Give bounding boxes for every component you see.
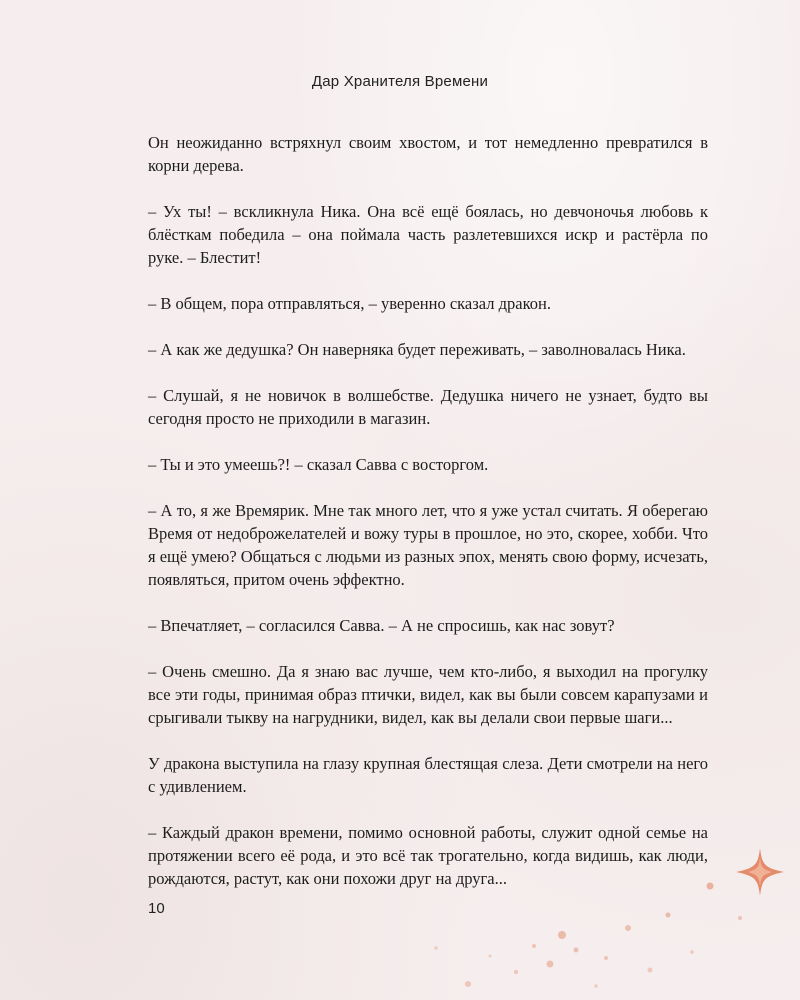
- paragraph: – Каждый дракон времени, помимо основной работы, служит одной семье на протяжении всего её рода, и это всё так трогательно, когда видишь, как люди, рождаются, растут, как они похожи друг на друга...: [148, 823, 708, 888]
- paragraph: – А то, я же Времярик. Мне так много лет, что я уже устал считать. Я оберегаю Время от недоброжелателей и вожу туры в прошлое, но это, скорее, хобби. Что я ещё умею? Общаться с людьми из разных эпох, менять свою форму, исчезать, появляться, притом очень эффектно.: [148, 501, 708, 589]
- paragraph: – Впечатляет, – согласился Савва. – А не спросишь, как нас зовут?: [148, 616, 615, 635]
- running-header: Дар Хранителя Времени: [311, 73, 489, 90]
- paragraph: – Слушай, я не новичок в волшебстве. Дедушка ничего не узнает, будто вы сегодня просто не приходили в магазин.: [148, 386, 708, 428]
- paragraph: – Очень смешно. Да я знаю вас лучше, чем кто-либо, я выходил на прогулку все эти годы, принимая образ птички, видел, как вы были совсем карапузами и срыгивали тыкву на нагрудники, видел, как вы делали свои первые шаги...: [148, 662, 708, 727]
- paragraph: – Ты и это умеешь?! – сказал Савва с восторгом.: [148, 455, 489, 474]
- scattered-dots-decoration: [420, 860, 800, 1000]
- paragraph: – В общем, пора отправляться, – уверенно сказал дракон.: [148, 294, 551, 313]
- paragraph: У дракона выступила на глазу крупная блестящая слеза. Дети смотрели на него с удивлением.: [148, 754, 708, 796]
- page-number: 10: [148, 900, 165, 917]
- paragraph: – А как же дедушка? Он наверняка будет переживать, – заволновалась Ника.: [148, 340, 686, 359]
- paragraph: – Ух ты! – вскликнула Ника. Она всё ещё боялась, но девчоночья любовь к блёсткам победила – она поймала часть разлетевшихся искр и растёрла по руке. – Блестит!: [148, 202, 708, 267]
- paragraph: Он неожиданно встряхнул своим хвостом, и тот немедленно превратился в корни дерева.: [148, 133, 708, 175]
- body-text: [148, 131, 708, 913]
